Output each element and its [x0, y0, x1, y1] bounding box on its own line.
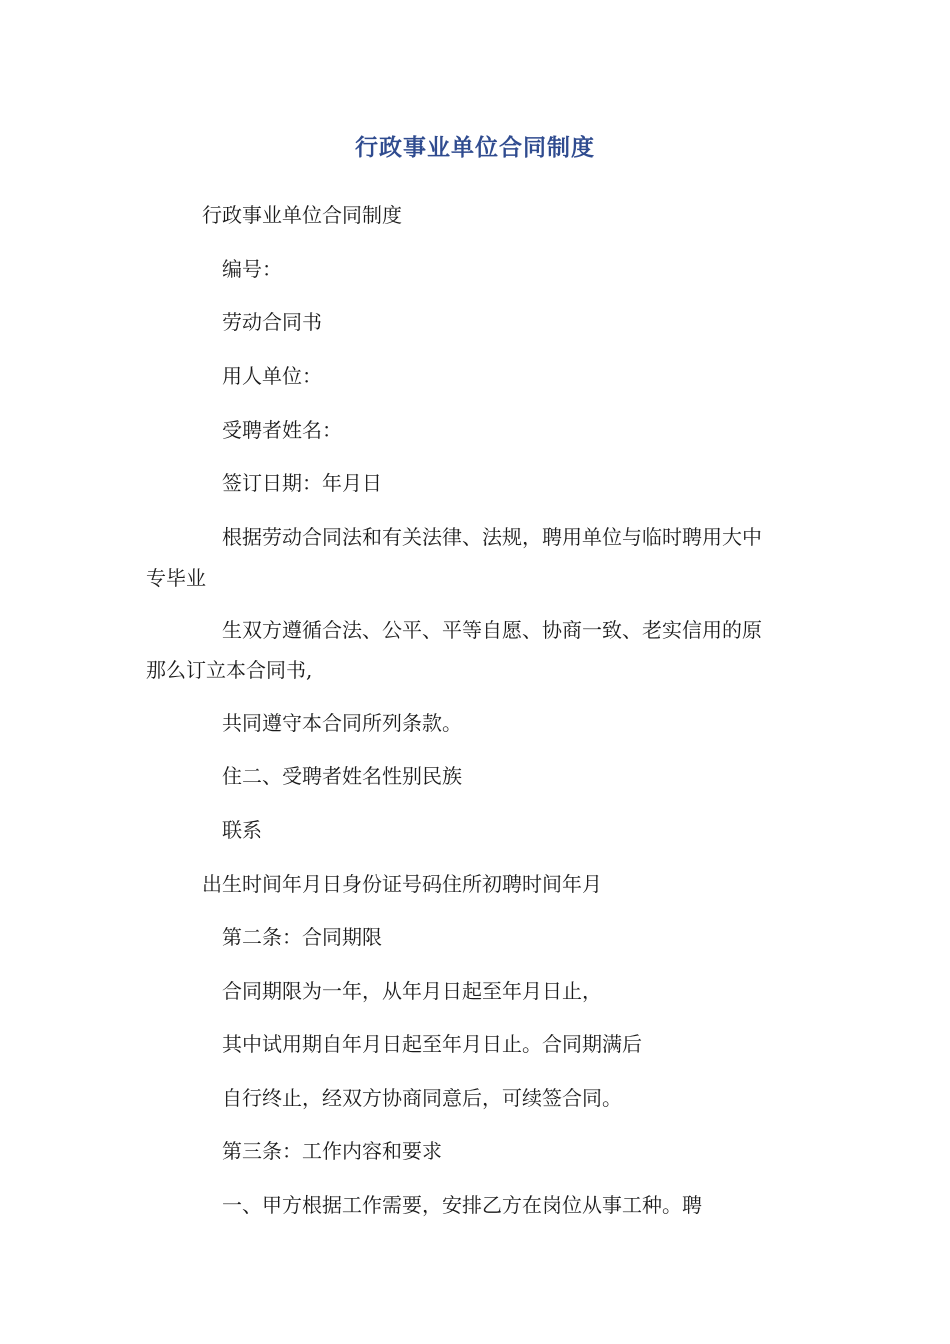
body-line-employee-fields: 住二、受聘者姓名性别民族: [222, 764, 462, 788]
body-line-birth-fields: 出生时间年月日身份证号码住所初聘时间年月: [202, 872, 602, 896]
body-line-number-label: 编号：: [222, 257, 282, 281]
body-line-contact: 联系: [222, 818, 262, 842]
body-line-employee-name: 受聘者姓名：: [222, 418, 342, 442]
body-line-paragraph-1a: 根据劳动合同法和有关法律、法规，聘用单位与临时聘用大中: [222, 525, 762, 549]
body-line-article-3: 第三条：工作内容和要求: [222, 1139, 442, 1163]
page-title: 行政事业单位合同制度: [355, 135, 595, 161]
body-line-paragraph-2a: 生双方遵循合法、公平、平等自愿、协商一致、老实信用的原: [222, 618, 762, 642]
body-line-paragraph-2b: 那么订立本合同书,: [146, 658, 313, 682]
body-line-renewal: 自行终止，经双方协商同意后，可续签合同。: [222, 1086, 622, 1110]
body-line-sign-date: 签订日期：年月日: [222, 471, 382, 495]
body-line-heading: 行政事业单位合同制度: [202, 203, 402, 227]
body-line-paragraph-3: 共同遵守本合同所列条款。: [222, 711, 462, 735]
body-line-article-2: 第二条：合同期限: [222, 925, 382, 949]
body-line-term: 合同期限为一年，从年月日起至年月日止，: [222, 979, 602, 1003]
body-line-contract-name: 劳动合同书: [222, 310, 322, 334]
body-line-paragraph-1b: 专毕业: [146, 566, 206, 590]
body-line-duty: 一、甲方根据工作需要，安排乙方在岗位从事工种。聘: [222, 1193, 702, 1217]
body-line-employer: 用人单位：: [222, 364, 322, 388]
body-line-probation: 其中试用期自年月日起至年月日止。合同期满后: [222, 1032, 642, 1056]
